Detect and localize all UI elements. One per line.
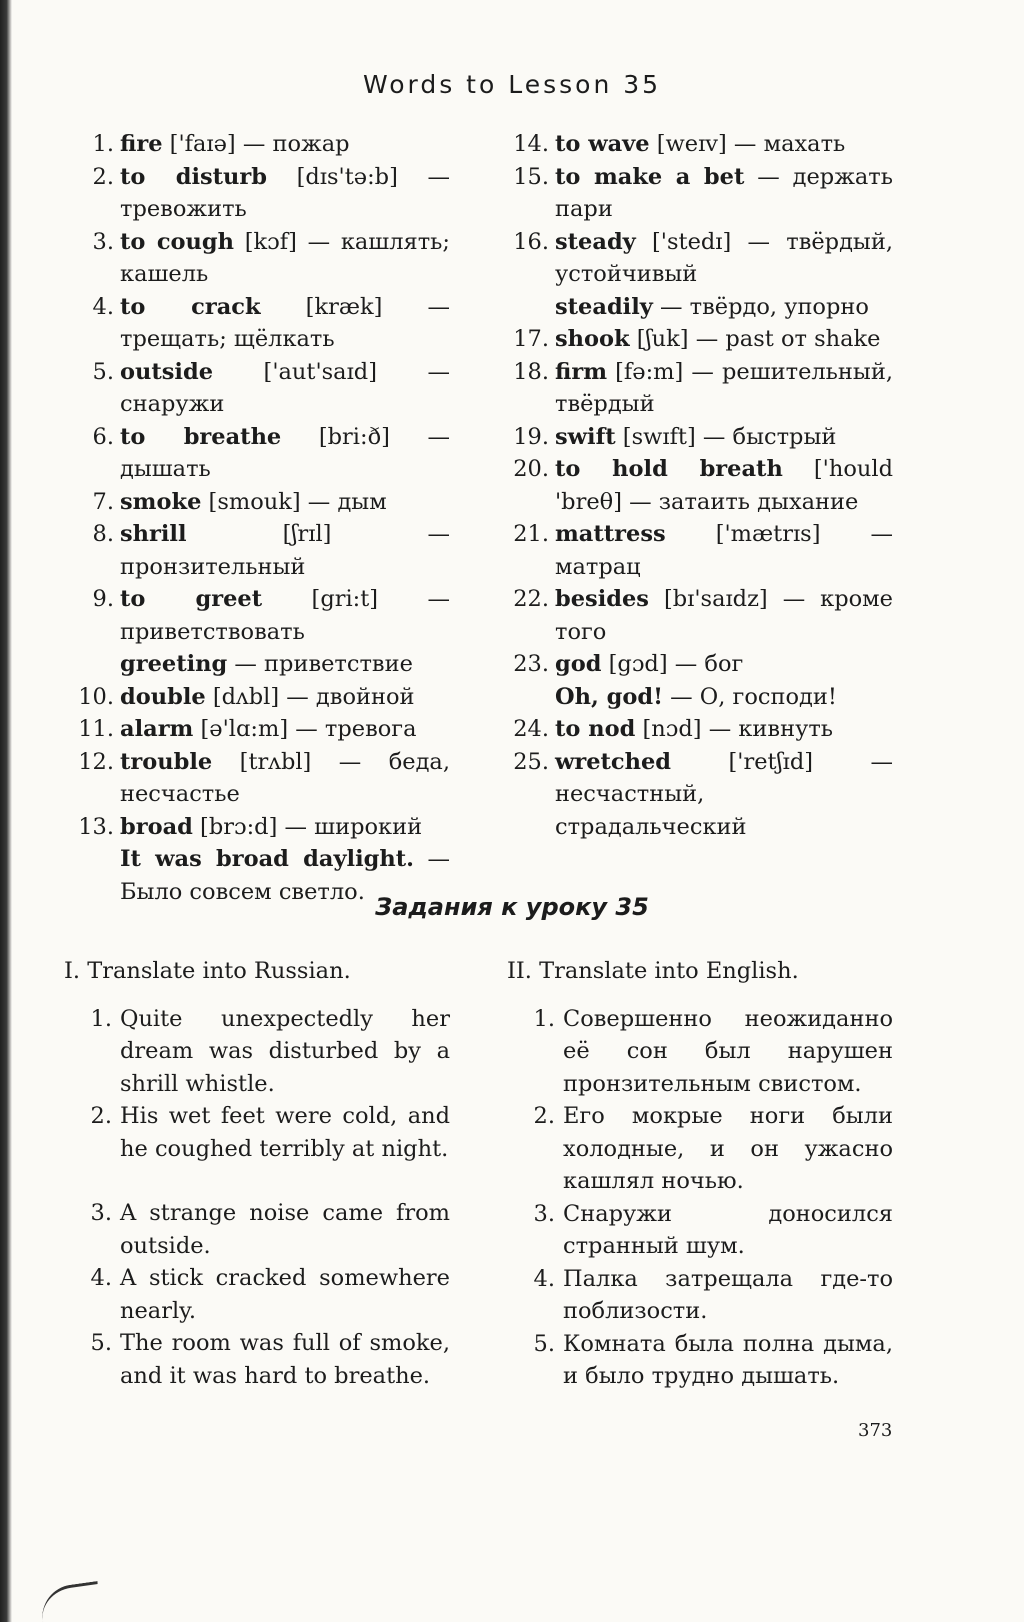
entry-word: steadily — [555, 293, 653, 320]
vocab-entry — [77, 128, 450, 161]
exercise-item — [507, 1263, 893, 1328]
item-number: 5. — [90, 1330, 112, 1356]
entry-word: steady — [555, 228, 636, 255]
vocab-entry — [77, 746, 450, 811]
entry-word: It was broad daylight. — [120, 846, 414, 872]
entry-word: to make a bet — [555, 163, 745, 190]
entry-definition: [nɔd] — кивнуть — [635, 716, 834, 742]
book-spine-shadow — [0, 0, 12, 1622]
vocab-entry — [77, 486, 450, 519]
exercise-russian-column — [64, 955, 450, 1392]
entry-word: broad — [120, 813, 193, 840]
entry-number — [507, 291, 549, 324]
entry-number: 20. — [513, 456, 549, 482]
entry-definition: [dɪs'tə:b] — тревожить — [120, 163, 450, 222]
entry-word: wretched — [555, 748, 672, 775]
entry-definition: [dʌbl] — двойной — [205, 683, 415, 710]
entry-number: 9. — [92, 586, 114, 612]
entry-word: to breathe — [120, 423, 282, 450]
vocab-entry — [507, 161, 893, 226]
entry-word: shook — [555, 326, 630, 352]
entry-word: besides — [555, 586, 649, 612]
vocab-entry — [77, 356, 450, 421]
vocab-subentry — [507, 291, 893, 324]
entry-number: 11. — [78, 716, 114, 742]
entry-number: 17. — [513, 326, 549, 352]
vocab-entry — [507, 583, 893, 648]
entry-number: 16. — [513, 228, 549, 255]
vocab-entry — [77, 161, 450, 226]
entry-definition: — держать пари — [555, 163, 893, 222]
vocab-entry — [507, 356, 893, 421]
item-text: Палка затрещала где-то поблизости. — [563, 1265, 893, 1324]
entry-definition: — твёрдо, упорно — [652, 293, 869, 320]
item-number: 3. — [90, 1200, 112, 1226]
entry-number — [507, 681, 549, 714]
item-text: Его мокрые ноги были холодные, и он ужасно кашлял ночью. — [563, 1103, 893, 1194]
entry-number: 25. — [513, 748, 549, 775]
entry-number: 3. — [92, 228, 114, 255]
item-text: Снаружи доносился странный шум. — [563, 1200, 893, 1259]
item-number: 3. — [533, 1200, 555, 1227]
entry-number: 10. — [78, 683, 114, 710]
entry-word: firm — [555, 358, 608, 385]
entry-definition: ['hould 'breθ] — затаить дыхание — [555, 456, 893, 515]
entry-number: 2. — [92, 163, 114, 190]
entry-number: 13. — [78, 813, 114, 840]
entry-definition: [fə:m] — решительный, твёрдый — [555, 358, 893, 417]
entry-word: to greet — [120, 586, 263, 612]
entry-definition: [smouk] — дым — [201, 488, 387, 515]
item-text: His wet feet were cold, and he coughed terribly at night. — [120, 1103, 450, 1162]
entry-definition: [ʃrɪl] — пронзительный — [120, 521, 450, 580]
item-text: Quite unexpectedly her dream was disturbed by a shrill whistle. — [120, 1005, 450, 1097]
vocab-entry — [77, 713, 450, 746]
exercise-item — [507, 1100, 893, 1198]
entry-word: smoke — [120, 488, 202, 515]
item-text: Совершенно неожиданно её сон был нарушен пронзительным свистом. — [563, 1005, 893, 1097]
entry-number: 14. — [513, 131, 549, 157]
vocab-entry — [507, 226, 893, 291]
entry-number: 1. — [92, 131, 114, 157]
vocab-subentry — [77, 648, 450, 681]
entry-number: 8. — [92, 521, 114, 547]
entry-number: 6. — [92, 423, 114, 450]
vocab-entry — [507, 518, 893, 583]
entry-word: to nod — [555, 716, 636, 742]
entry-number: 19. — [513, 423, 549, 450]
entry-definition: [trʌbl] — беда, несчастье — [120, 748, 450, 807]
entry-number: 15. — [513, 163, 549, 190]
entry-number — [77, 648, 114, 681]
item-text: The room was full of smoke, and it was hard to breathe. — [120, 1330, 450, 1389]
entry-number: 12. — [78, 748, 114, 775]
entry-word: mattress — [555, 521, 666, 547]
exercise-item — [64, 1003, 450, 1101]
entry-word: to hold breath — [555, 456, 783, 482]
page-number: 373 — [858, 1420, 893, 1441]
scan-artifact — [38, 1581, 102, 1622]
entry-word: Oh, god! — [555, 683, 663, 710]
entry-definition: [kræk] — трещать; щёлкать — [120, 293, 450, 352]
entry-definition: — Было совсем светло. — [120, 846, 450, 905]
entry-definition: [kɔf] — кашлять; кашель — [120, 228, 450, 287]
entry-definition: [weɪv] — махать — [649, 131, 846, 157]
exercise-heading: II. Translate into English. — [507, 958, 799, 984]
entry-word: to disturb — [120, 163, 267, 190]
entry-definition: ['stedɪ] — твёрдый, устойчивый — [555, 228, 893, 287]
entry-definition: [gri:t] — приветствовать — [120, 586, 451, 645]
vocab-entry — [507, 648, 893, 681]
entry-number: 24. — [513, 716, 549, 742]
vocab-entry — [77, 421, 450, 486]
vocab-entry — [507, 713, 893, 746]
item-number: 4. — [90, 1265, 112, 1291]
vocab-entry — [77, 681, 450, 714]
vocab-entry — [77, 583, 450, 648]
page-title: Words to Lesson 35 — [362, 70, 662, 99]
entry-definition: — приветствие — [227, 651, 413, 677]
vocab-entry — [77, 518, 450, 583]
exercise-item — [64, 1100, 450, 1165]
exercise-item — [64, 1262, 450, 1327]
entry-word: double — [120, 683, 206, 710]
vocab-entry — [507, 453, 893, 518]
item-text: A stick cracked somewhere nearly. — [120, 1265, 450, 1324]
item-number: 2. — [90, 1103, 112, 1129]
entry-number: 7. — [92, 488, 114, 515]
item-number: 1. — [90, 1005, 112, 1032]
vocab-entry — [507, 323, 893, 356]
exercise-english-column — [507, 955, 893, 1393]
vocab-entry — [507, 421, 893, 454]
entry-definition: [swɪft] — быстрый — [615, 423, 837, 450]
entry-number: 5. — [92, 358, 114, 385]
entry-definition: ['aut'saɪd] — снаружи — [120, 358, 450, 417]
vocab-subentry — [507, 681, 893, 714]
vocab-left-column — [77, 128, 450, 908]
entry-number: 22. — [513, 586, 549, 612]
exercise-item — [507, 1328, 893, 1393]
entry-word: greeting — [120, 651, 228, 677]
entry-number: 21. — [513, 521, 549, 547]
entry-number: 23. — [513, 651, 549, 677]
item-number: 2. — [533, 1103, 555, 1129]
entry-word: god — [555, 651, 602, 677]
exercise-item — [64, 1327, 450, 1392]
exercise-heading: I. Translate into Russian. — [64, 958, 351, 984]
entry-word: swift — [555, 423, 616, 450]
vocab-entry — [77, 226, 450, 291]
entry-definition: [bri:ð] — дышать — [120, 423, 451, 482]
entry-word: to cough — [120, 228, 234, 255]
exercise-item — [64, 1197, 450, 1262]
vocab-entry — [77, 291, 450, 356]
entry-word: alarm — [120, 716, 194, 742]
exercises-title: Задания к уроку 35 — [375, 893, 649, 921]
entry-definition: [brɔ:d] — широкий — [192, 813, 423, 840]
item-number: 1. — [533, 1005, 555, 1032]
entry-word: to wave — [555, 131, 650, 157]
entry-definition: ['retʃɪd] — несчастный, страдальческий — [555, 748, 893, 840]
entry-word: fire — [120, 131, 163, 157]
entry-word: to crack — [120, 293, 261, 320]
vocab-entry — [507, 128, 893, 161]
entry-word: shrill — [120, 521, 187, 547]
vocab-right-column — [507, 128, 893, 843]
exercise-item — [507, 1198, 893, 1263]
vocab-entry — [507, 746, 893, 844]
entry-definition: — О, господи! — [662, 683, 837, 710]
entry-number: 18. — [513, 358, 549, 385]
item-text: A strange noise came from outside. — [120, 1200, 450, 1259]
item-number: 5. — [533, 1330, 555, 1357]
entry-definition: ['mætrɪs] — матрац — [555, 521, 893, 580]
vocab-entry — [77, 811, 450, 844]
entry-word: outside — [120, 358, 214, 385]
entry-word: trouble — [120, 748, 213, 775]
entry-definition: [ʃuk] — past от shake — [629, 326, 881, 352]
exercise-item — [507, 1003, 893, 1101]
entry-definition: [bɪ'saɪdz] — кроме того — [555, 586, 893, 645]
entry-definition: [gɔd] — бог — [601, 651, 744, 677]
entry-definition: [ə'lɑ:m] — тревога — [193, 716, 417, 742]
item-number: 4. — [533, 1265, 555, 1292]
item-text: Комната была полна дыма, и было трудно дышать. — [563, 1330, 893, 1389]
entry-number: 4. — [92, 293, 114, 320]
entry-definition: ['faɪə] — пожар — [162, 131, 350, 157]
